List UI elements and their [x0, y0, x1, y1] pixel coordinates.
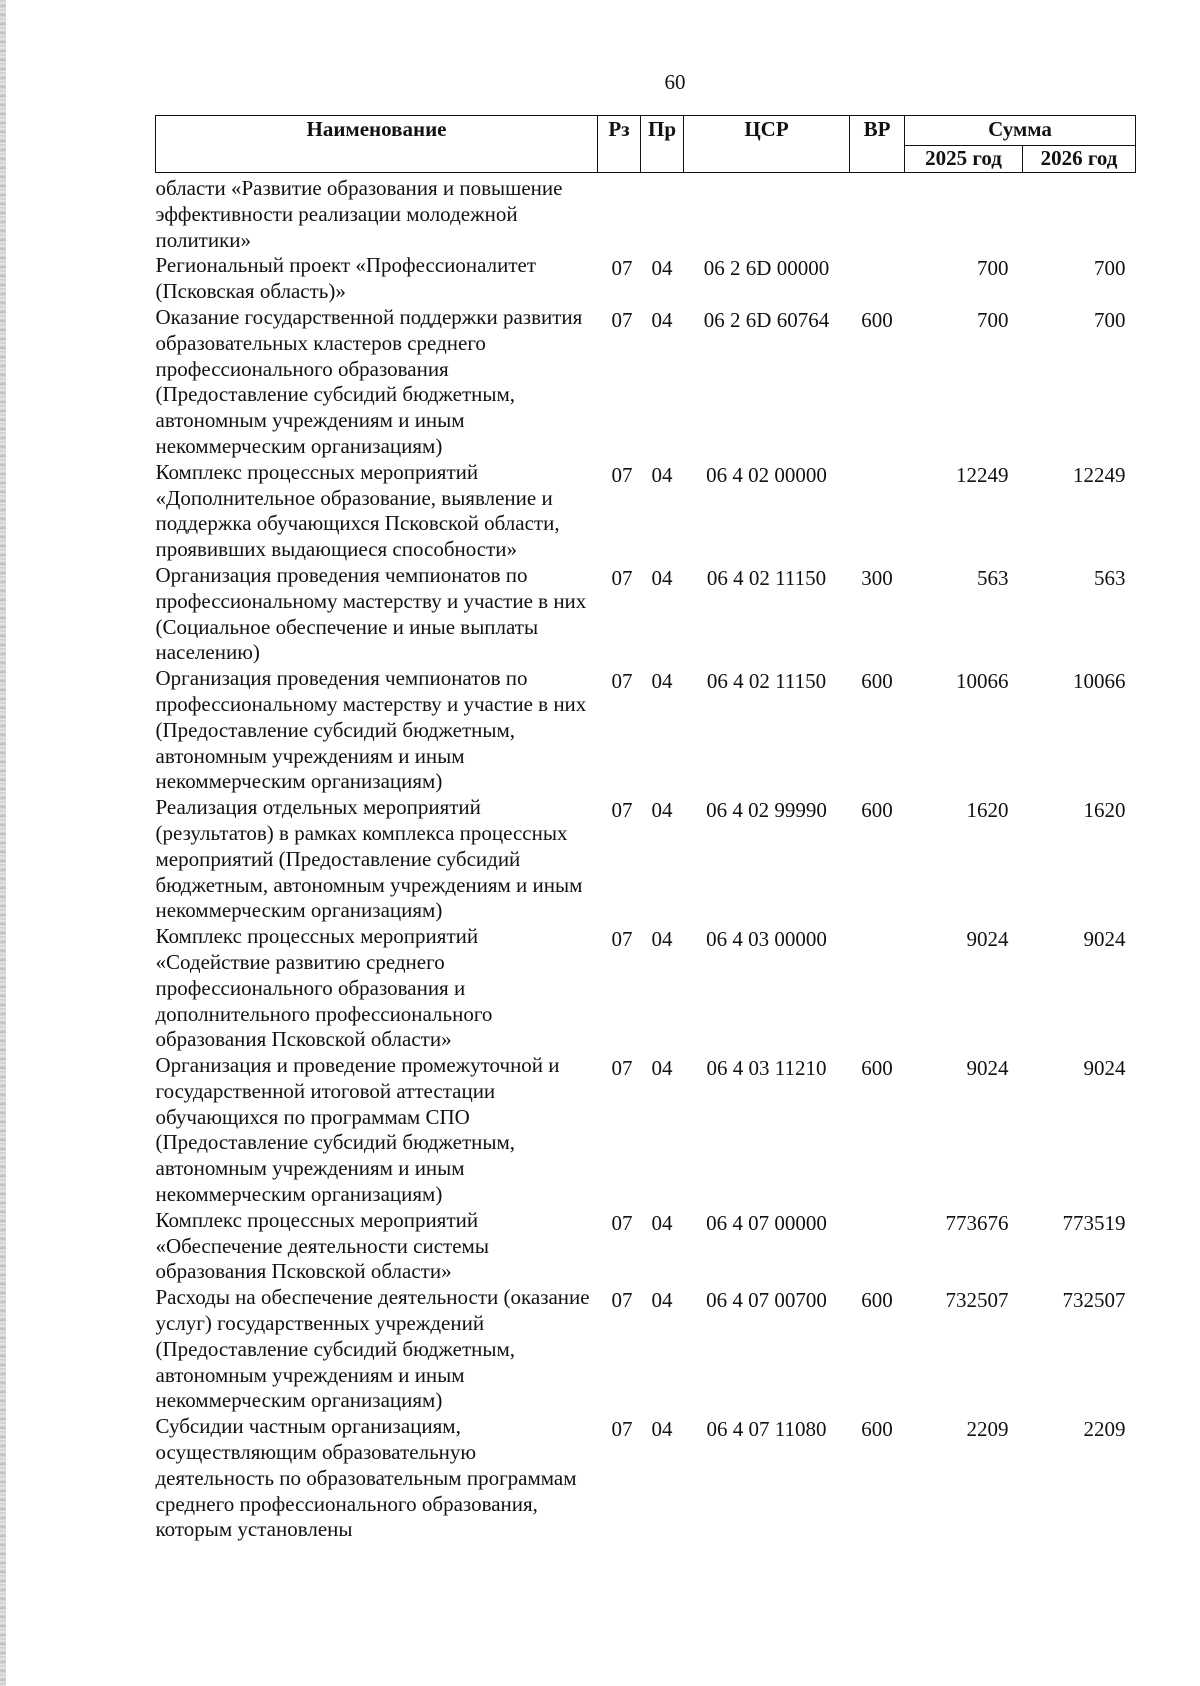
row-name: Реализация отдельных мероприятий (результатов) в рамках комплекса процессных мероприятий (Предоставление субсидий бюджетным, автономным учреждениям и иным некоммерческим организациям)	[155, 795, 583, 923]
row-rz: 07	[611, 1056, 633, 1081]
row-sum-2026: 563	[1094, 565, 1126, 590]
page-number: 60	[664, 70, 686, 94]
table-row	[156, 1053, 1136, 1208]
table-row	[156, 1414, 1136, 1543]
row-name: Организация проведения чемпионатов по профессиональному мастерству и участие в них (Предоставление субсидий бюджетным, автономным учреждениям и иным некоммерческим организациям)	[155, 666, 587, 794]
header-year-2026: 2026 год	[1023, 146, 1136, 173]
row-name: области «Развитие образования и повышение эффективности реализации молодежной политики»	[155, 176, 563, 252]
row-name: Организация проведения чемпионатов по профессиональному мастерству и участие в них (Социальное обеспечение и иные выплаты населению)	[155, 562, 587, 665]
header-rz: Рз	[598, 116, 641, 173]
row-sum-2025: 563	[977, 565, 1009, 590]
row-name: Комплекс процессных мероприятий «Дополнительное образование, выявление и поддержка обучающихся Псковской области, проявивших выдающиеся способности»	[155, 459, 560, 562]
row-rz	[598, 173, 641, 254]
row-sum-2026: 732507	[1062, 1288, 1126, 1313]
row-name: Комплекс процессных мероприятий «Обеспечение деятельности системы образования Псковской области»	[155, 1207, 489, 1284]
row-sum-2026: 773519	[1062, 1210, 1126, 1235]
table-row	[156, 563, 1136, 666]
row-sum-2026: 700	[1094, 256, 1126, 281]
row-vr: 600	[861, 798, 893, 823]
row-pr	[641, 173, 684, 254]
row-name: Региональный проект «Профессионалитет (Псковская область)»	[155, 253, 537, 304]
table-row	[156, 460, 1136, 563]
row-vr	[850, 924, 905, 1053]
row-sum-2026: 1620	[1083, 798, 1126, 823]
row-csr: 06 4 03 00000	[706, 927, 827, 952]
row-csr: 06 4 02 99990	[706, 798, 827, 823]
header-name: Наименование	[156, 116, 598, 173]
header-year-2025: 2025 год	[905, 146, 1023, 173]
row-pr: 04	[651, 1210, 673, 1235]
row-csr: 06 4 07 00000	[706, 1210, 827, 1235]
row-rz: 07	[611, 565, 633, 590]
row-vr	[850, 460, 905, 563]
table-row	[156, 173, 1136, 254]
row-pr: 04	[651, 1417, 673, 1442]
row-pr: 04	[651, 669, 673, 694]
table-row	[156, 924, 1136, 1053]
row-csr: 06 4 07 11080	[706, 1417, 827, 1442]
row-sum-2025	[905, 173, 1023, 254]
row-sum-2026: 700	[1094, 307, 1126, 332]
row-sum-2025: 1620	[966, 798, 1009, 823]
table-row	[156, 1285, 1136, 1414]
row-sum-2025: 9024	[966, 927, 1009, 952]
row-pr: 04	[651, 462, 673, 487]
table-row	[156, 795, 1136, 924]
row-vr: 600	[861, 1056, 893, 1081]
header-vr: ВР	[850, 116, 905, 173]
row-rz: 07	[611, 669, 633, 694]
row-name: Оказание государственной поддержки развития образовательных кластеров среднего профессионального образования (Предоставление субсидий бюджетным, автономным учреждениям и иным некоммерческим организациям)	[155, 304, 583, 458]
row-rz: 07	[611, 927, 633, 952]
row-name: Организация и проведение промежуточной и государственной итоговой аттестации обучающихся по программам СПО (Предоставление субсидий бюджетным, автономным учреждениям и иным некоммерческим организациям)	[155, 1053, 560, 1207]
header-csr: ЦСР	[684, 116, 850, 173]
row-csr: 06 2 6D 00000	[703, 256, 830, 281]
row-pr: 04	[651, 798, 673, 823]
row-sum-2025: 9024	[966, 1056, 1009, 1081]
budget-table	[155, 115, 1136, 1543]
row-rz: 07	[611, 1210, 633, 1235]
row-pr: 04	[651, 565, 673, 590]
row-sum-2026: 2209	[1083, 1417, 1126, 1442]
row-sum-2025: 2209	[966, 1417, 1009, 1442]
row-vr	[850, 1208, 905, 1285]
row-rz: 07	[611, 307, 633, 332]
row-name: Комплекс процессных мероприятий «Содействие развитию среднего профессионального образования и дополнительного профессионального образования Псковской области»	[155, 924, 493, 1052]
row-pr: 04	[651, 1056, 673, 1081]
row-vr	[850, 173, 905, 254]
row-sum-2026	[1023, 173, 1136, 254]
table-body	[156, 173, 1136, 1544]
row-vr: 600	[861, 669, 893, 694]
row-sum-2025: 10066	[956, 669, 1009, 694]
row-rz: 07	[611, 256, 633, 281]
table-row	[156, 253, 1136, 305]
row-rz: 07	[611, 798, 633, 823]
scan-edge	[0, 0, 6, 1686]
row-sum-2026: 9024	[1083, 927, 1126, 952]
header-pr: Пр	[641, 116, 684, 173]
row-sum-2025: 12249	[956, 462, 1009, 487]
row-csr: 06 4 02 11150	[706, 565, 827, 590]
header-sum: Сумма	[905, 116, 1136, 146]
row-pr: 04	[651, 927, 673, 952]
row-csr: 06 2 6D 60764	[703, 307, 830, 332]
row-sum-2026: 10066	[1073, 669, 1126, 694]
row-name: Субсидии частным организациям, осуществляющим образовательную деятельность по образовательным программам среднего профессионального образования, которым установлены	[155, 1414, 577, 1542]
row-csr	[684, 173, 850, 254]
row-vr: 600	[861, 307, 893, 332]
table-header	[156, 116, 1136, 173]
row-sum-2025: 700	[977, 256, 1009, 281]
row-rz: 07	[611, 1417, 633, 1442]
row-sum-2025: 732507	[945, 1288, 1009, 1313]
table-row	[156, 666, 1136, 795]
table-row	[156, 1208, 1136, 1285]
row-sum-2026: 12249	[1073, 462, 1126, 487]
row-rz: 07	[611, 462, 633, 487]
row-csr: 06 4 02 11150	[706, 669, 827, 694]
row-csr: 06 4 02 00000	[706, 462, 827, 487]
row-vr: 600	[861, 1288, 893, 1313]
table-row	[156, 305, 1136, 460]
row-csr: 06 4 03 11210	[706, 1056, 827, 1081]
row-csr: 06 4 07 00700	[706, 1288, 827, 1313]
row-pr: 04	[651, 307, 673, 332]
row-sum-2025: 773676	[945, 1210, 1009, 1235]
row-pr: 04	[651, 1288, 673, 1313]
row-vr: 300	[861, 565, 893, 590]
row-sum-2025: 700	[977, 307, 1009, 332]
row-vr: 600	[861, 1417, 893, 1442]
row-name: Расходы на обеспечение деятельности (оказание услуг) государственных учреждений (Предоставление субсидий бюджетным, автономным учреждениям и иным некоммерческим организациям)	[155, 1285, 590, 1413]
row-sum-2026: 9024	[1083, 1056, 1126, 1081]
row-vr	[850, 253, 905, 305]
row-rz: 07	[611, 1288, 633, 1313]
row-pr: 04	[651, 256, 673, 281]
